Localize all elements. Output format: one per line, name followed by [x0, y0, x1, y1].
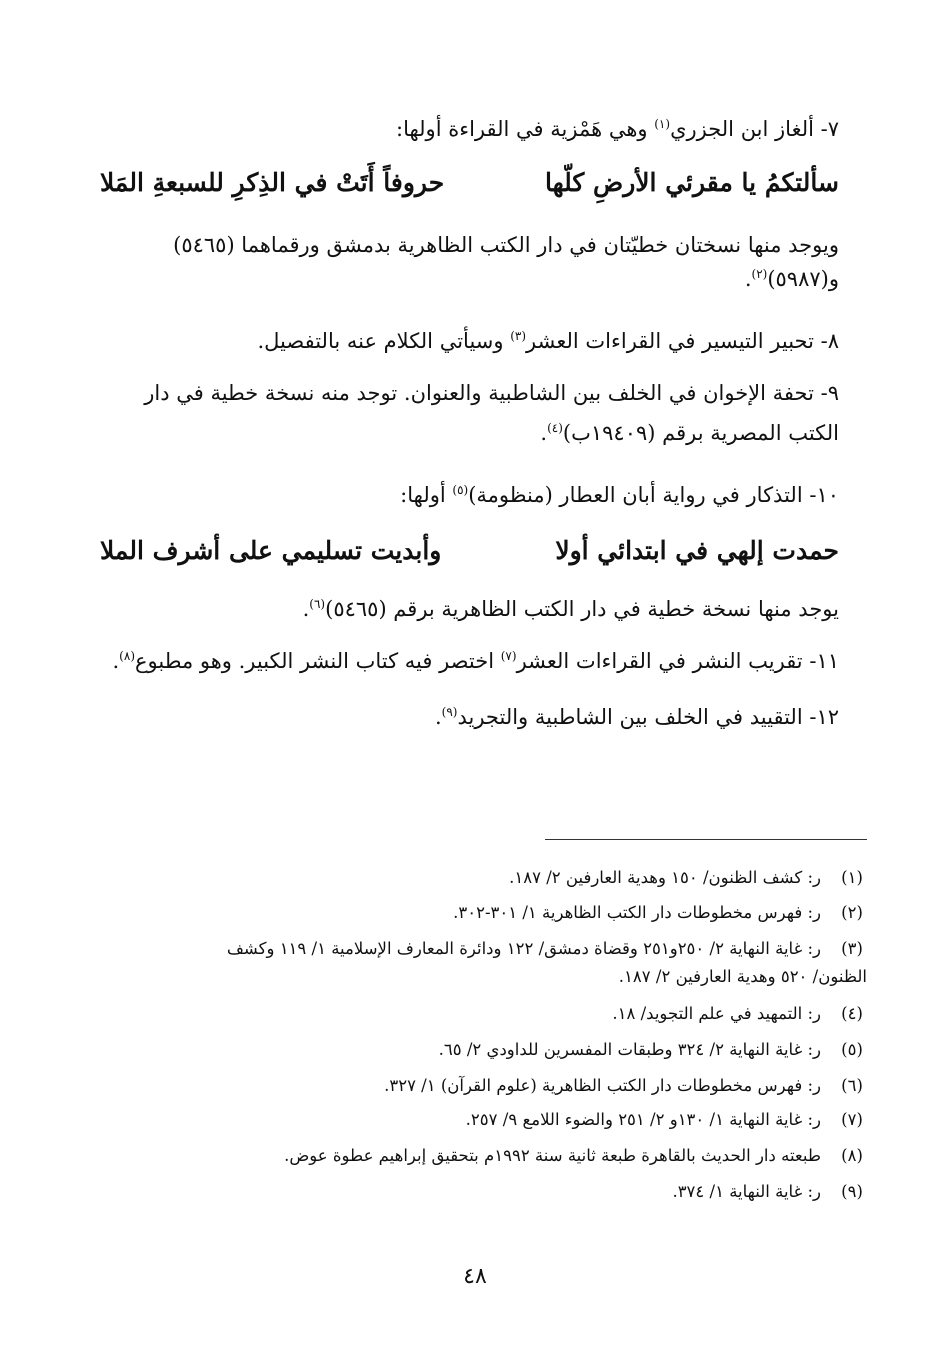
footnote-9	[100, 1180, 869, 1204]
period: .	[744, 267, 752, 291]
item-8-tail: وسيأتي الكلام عنه بالتفصيل.	[257, 329, 511, 353]
item-11	[100, 646, 839, 676]
item-8	[100, 326, 839, 356]
footnote-text: ر: فهرس مخطوطات دار الكتب الظاهرية ١/ ٣٠١-٣٠٢.	[453, 903, 821, 922]
footnote-number: (٧)	[841, 1110, 863, 1129]
footnote-text: ر: كشف الظنون/ ١٥٠ وهدية العارفين ٢/ ١٨٧.	[509, 868, 821, 887]
item-7	[100, 114, 839, 144]
footnote-number: (٤)	[841, 1004, 863, 1023]
item-12	[100, 702, 839, 732]
footnote-ref-6[interactable]: (٦)	[309, 597, 326, 611]
footnote-ref-9[interactable]: (٩)	[441, 705, 458, 719]
period: .	[434, 705, 442, 729]
footnote-ref-5[interactable]: (٥)	[452, 483, 469, 497]
footnote-ref-1[interactable]: (١)	[654, 117, 671, 131]
item-12-title: ١٢- التقييد في الخلف بين الشاطبية والتجريد	[457, 705, 839, 729]
footnote-text: الظنون/ ٥٢٠ وهدية العارفين ٢/ ١٨٧.	[618, 967, 867, 986]
footnote-separator	[545, 839, 867, 840]
footnote-7	[100, 1108, 869, 1132]
item-7-manuscripts-line1: ويوجد منها نسختان خطيّتان في دار الكتب الظاهرية بدمشق ورقماهما (٥٤٦٥)	[173, 233, 839, 257]
item-10-manuscript-text: يوجد منها نسخة خطية في دار الكتب الظاهرية برقم (٥٤٦٥)	[325, 597, 839, 621]
footnote-ref-8[interactable]: (٨)	[119, 649, 135, 663]
footnote-5	[100, 1038, 869, 1062]
footnote-text: طبعته دار الحديث بالقاهرة طبعة ثانية سنة ١٩٩٢م بتحقيق إبراهيم عطوة عوض.	[284, 1146, 821, 1165]
verse-2-second-hemistich: وأبديت تسليمي على أشرف الملا	[100, 536, 442, 565]
footnote-number: (٢)	[841, 903, 863, 922]
footnote-number: (٦)	[841, 1076, 863, 1095]
item-11-title: ١١- تقريب النشر في القراءات العشر	[516, 649, 839, 673]
footnote-text: ر: غاية النهاية ٢/ ٢٥٠و٢٥١ وقضاة دمشق/ ١٢٢ ودائرة المعارف الإسلامية ١/ ١١٩ وكشف	[226, 939, 821, 958]
footnote-number: (٨)	[841, 1146, 863, 1165]
footnote-text: ر: غاية النهاية ٢/ ٣٢٤ وطبقات المفسرين للداودي ٢/ ٦٥.	[438, 1040, 821, 1059]
footnote-3-continuation	[100, 965, 867, 989]
footnote-number: (١)	[841, 868, 863, 887]
footnote-number: (٩)	[841, 1182, 863, 1201]
footnote-text: ر: غاية النهاية ١/ ١٣٠و ٢/ ٢٥١ والضوء اللامع ٩/ ٢٥٧.	[465, 1110, 821, 1129]
footnote-8	[100, 1144, 869, 1168]
period: .	[540, 421, 548, 445]
footnote-4	[100, 1002, 869, 1026]
item-8-title: ٨- تحبير التيسير في القراءات العشر	[526, 329, 839, 353]
item-9-line2-text: الكتب المصرية برقم (١٩٤٠٩ب)	[562, 421, 839, 445]
item-10-tail: أولها:	[400, 483, 453, 507]
item-7-manuscripts-line2	[100, 264, 839, 294]
item-9-line2	[100, 418, 839, 448]
footnote-3	[100, 937, 869, 961]
item-7-tail: وهي هَمْزية في القراءة أولها:	[396, 117, 655, 141]
footnote-6	[100, 1074, 869, 1098]
footnote-text: ر: غاية النهاية ١/ ٣٧٤.	[672, 1182, 821, 1201]
item-9-line1: ٩- تحفة الإخوان في الخلف بين الشاطبية والعنوان. توجد منه نسخة خطية في دار	[144, 381, 839, 405]
item-7-title: ٧- ألغاز ابن الجزري	[670, 117, 839, 141]
footnote-ref-7[interactable]: (٧)	[500, 649, 517, 663]
footnote-ref-2[interactable]: (٢)	[751, 267, 768, 281]
footnote-ref-4[interactable]: (٤)	[547, 421, 563, 435]
item-10	[100, 480, 839, 510]
footnote-number: (٥)	[841, 1040, 863, 1059]
footnote-1	[100, 866, 869, 890]
verse-2-first-hemistich: حمدت إلهي في ابتدائي أولا	[555, 536, 839, 565]
footnote-text: ر: التمهيد في علم التجويد/ ١٨.	[612, 1004, 821, 1023]
item-7-manuscripts-number: و(٥٩٨٧)	[767, 267, 839, 291]
period: .	[302, 597, 310, 621]
footnote-ref-3[interactable]: (٣)	[510, 329, 527, 343]
period: .	[112, 649, 120, 673]
item-10-manuscript	[100, 594, 839, 624]
verse-1-second-hemistich: حروفاً أَتَتْ في الذِكرِ للسبعةِ المَلا	[100, 168, 445, 197]
verse-1-first-hemistich: سألتكمُ يا مقرئي الأرضِ كلّها	[544, 168, 839, 197]
footnote-text: ر: فهرس مخطوطات دار الكتب الظاهرية (علوم القرآن) ١/ ٣٢٧.	[384, 1076, 821, 1095]
footnote-2	[100, 901, 869, 925]
page-number: ٤٨	[463, 1264, 487, 1289]
item-10-title: ١٠- التذكار في رواية أبان العطار (منظومة)	[468, 483, 839, 507]
footnote-number: (٣)	[841, 939, 863, 958]
item-11-tail: اختصر فيه كتاب النشر الكبير. وهو مطبوع	[135, 649, 501, 673]
